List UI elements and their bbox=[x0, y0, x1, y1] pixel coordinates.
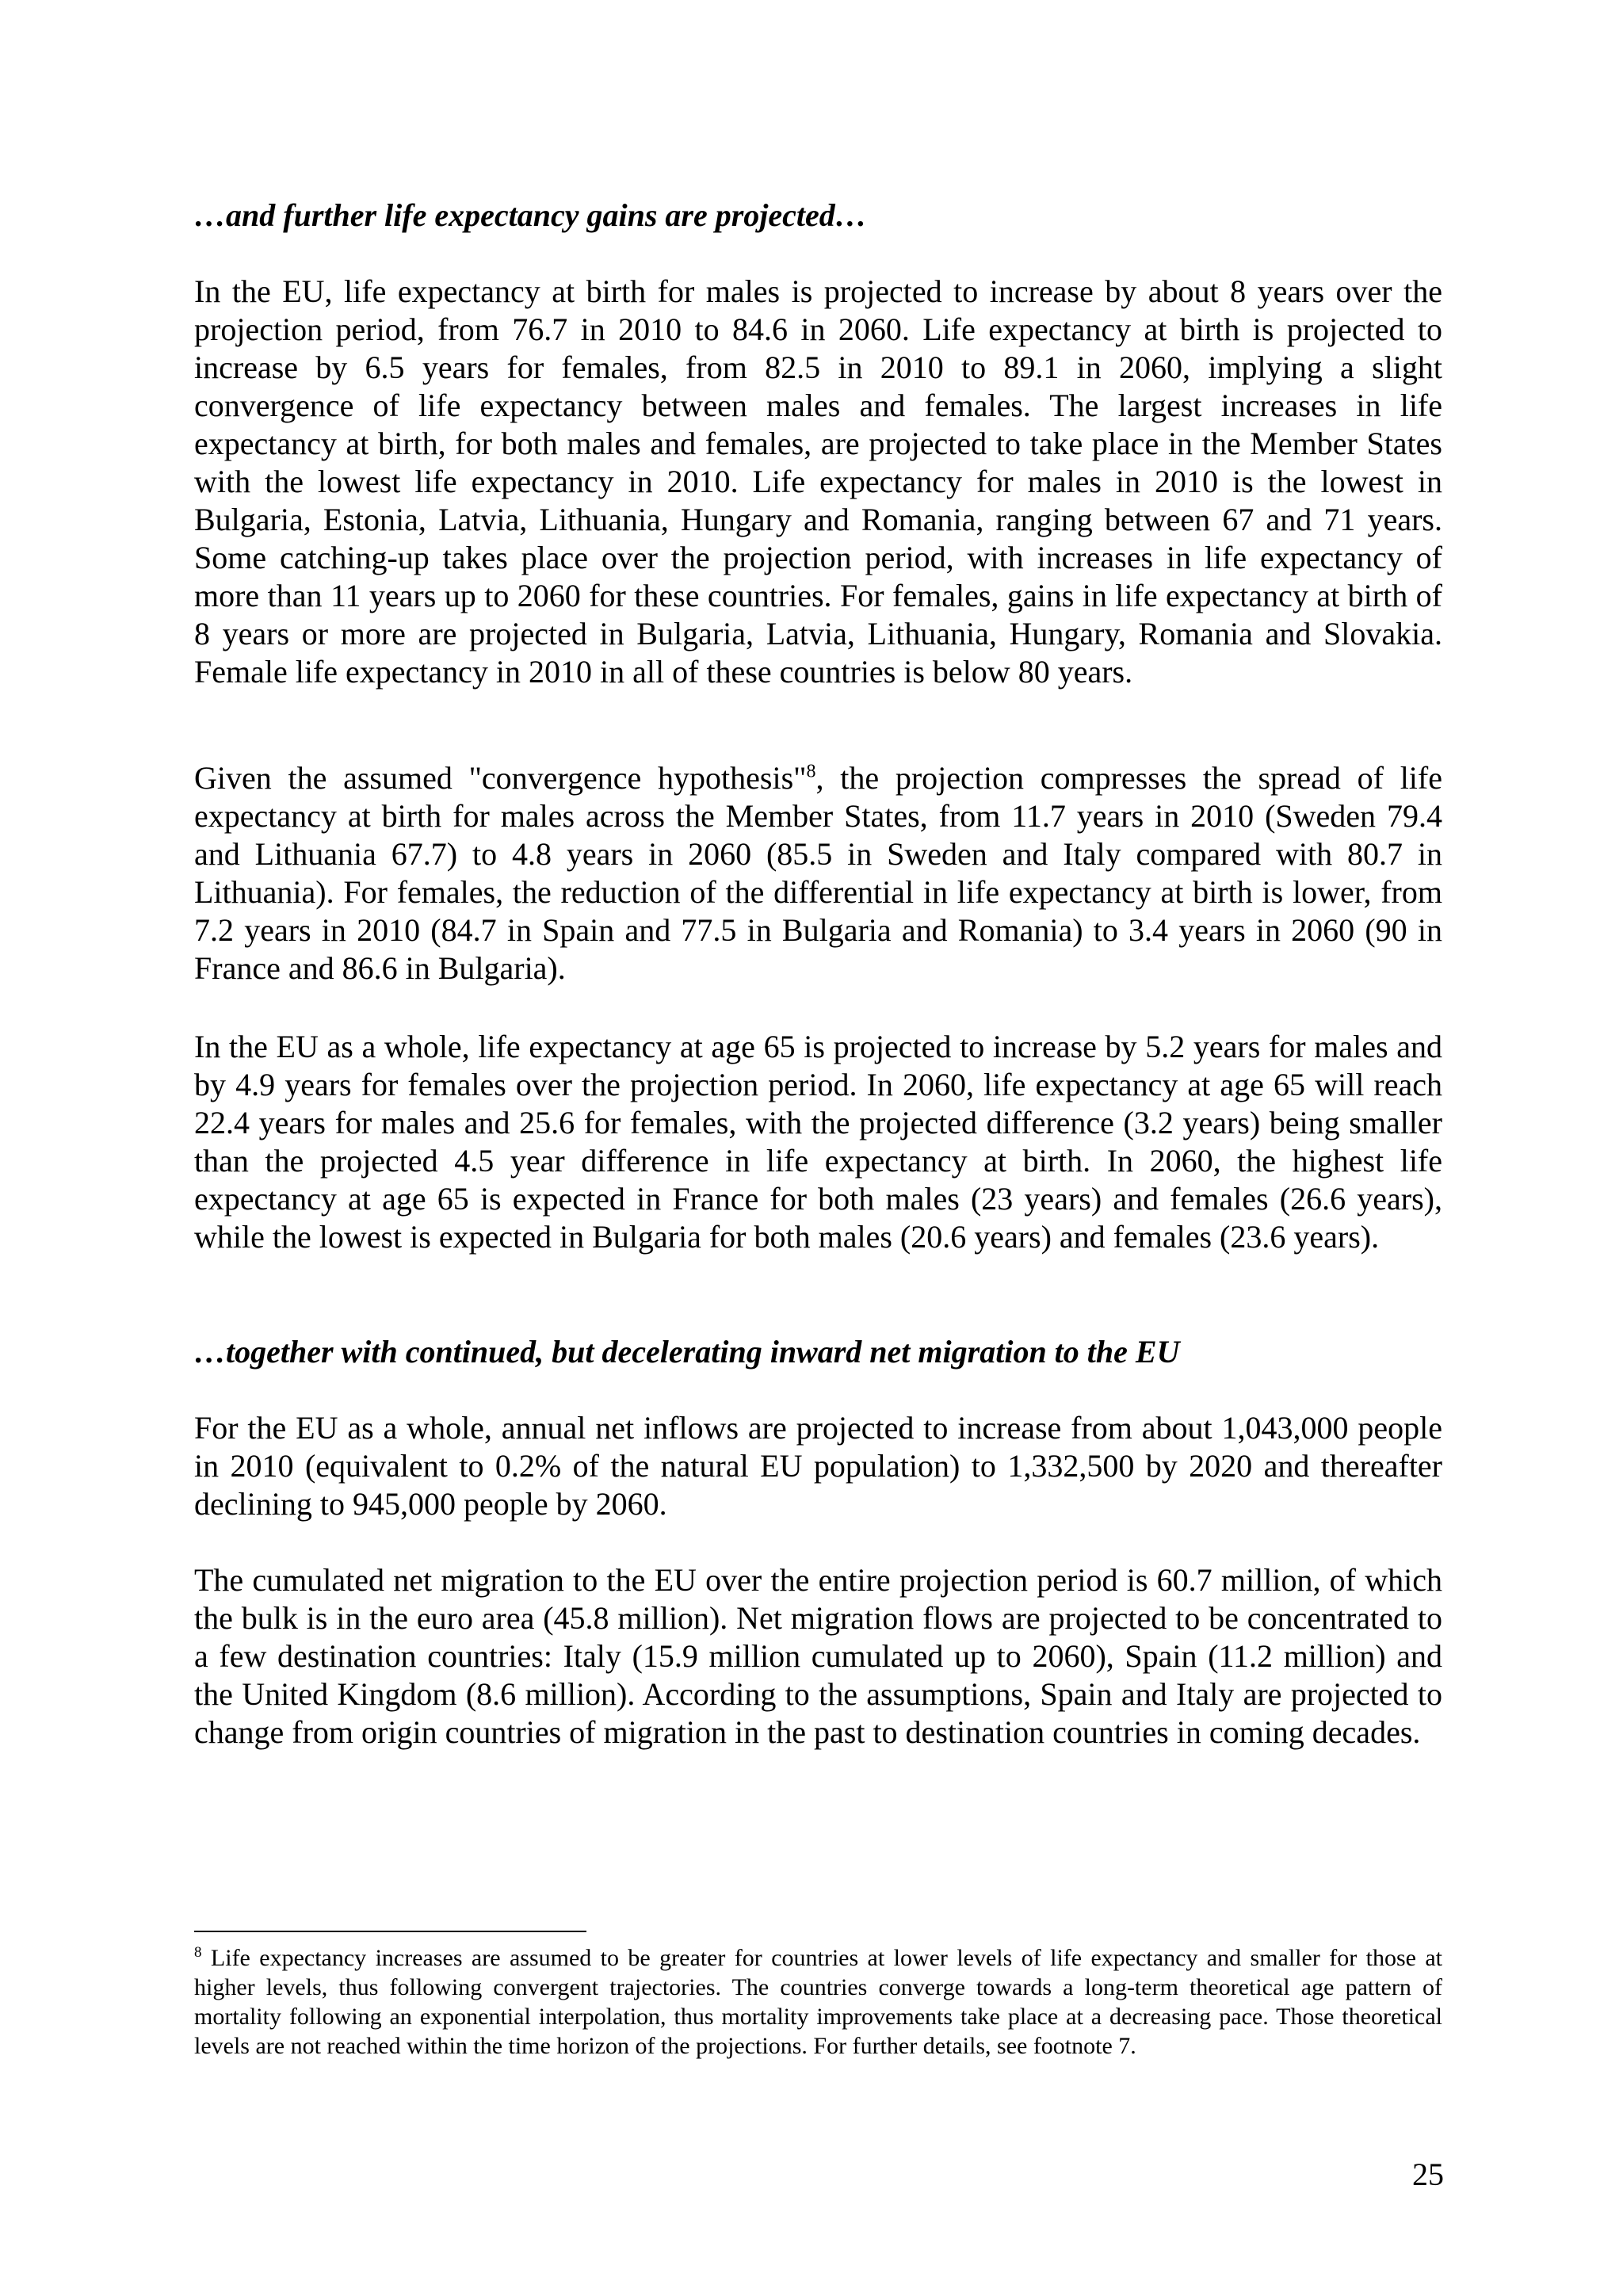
paragraph-convergence-text-start: Given the assumed "convergence hypothesis" bbox=[194, 760, 807, 796]
page-number: 25 bbox=[1412, 2157, 1444, 2192]
footnote bbox=[194, 1943, 1442, 2061]
section-heading-life-expectancy: …and further life expectancy gains are projected… bbox=[194, 197, 867, 233]
section-heading-migration: …together with continued, but decelerating inward net migration to the EU bbox=[194, 1334, 1180, 1370]
paragraph-convergence-hypothesis bbox=[194, 759, 1442, 988]
paragraph-annual-net-inflows: For the EU as a whole, annual net inflows are projected to increase from about 1,043,000 people in 2010 (equivalent to 0.2% of the natural EU population) to 1,332,500 by 2020 and thereafter declining to 945,000 people by 2060. bbox=[194, 1410, 1442, 1522]
footnote-number: 8 bbox=[194, 1944, 202, 1961]
paragraph-life-expectancy-at-birth: In the EU, life expectancy at birth for males is projected to increase by about 8 years over the projection period, from 76.7 in 2010 to 84.6 in 2060. Life expectancy at birth is projected to increase by 6.5 years for females, from 82.5 in 2010 to 89.1 in 2060, implying a slight convergence of life expectancy between males and females. The largest increases in life expectancy at birth, for both males and females, are projected to take place in the Member States with the lowest life expectancy in 2010. Life expectancy for males in 2010 is the lowest in Bulgaria, Estonia, Latvia, Lithuania, Hungary and Romania, ranging between 67 and 71 years. Some catching-up takes place over the projection period, with increases in life expectancy of more than 11 years up to 2060 for these countries. For females, gains in life expectancy at birth of 8 years or more are projected in Bulgaria, Latvia, Lithuania, Hungary, Romania and Slovakia. Female life expectancy in 2010 in all of these countries is below 80 years. bbox=[194, 273, 1442, 690]
paragraph-convergence-text-end: , the projection compresses the spread of life expectancy at birth for males across the Member States, from 11.7 years in 2010 (Sweden 79.4 and Lithuania 67.7) to 4.8 years in 2060 (85.5 in Sweden and Italy compared with 80.7 in Lithuania). For females, the reduction of the differential in life expectancy at birth is lower, from 7.2 years in 2010 (84.7 in Spain and 77.5 in Bulgaria and Romania) to 3.4 years in 2060 (90 in France and 86.6 in Bulgaria). bbox=[194, 760, 1442, 986]
footnote-separator bbox=[194, 1931, 586, 1932]
paragraph-cumulated-net-migration: The cumulated net migration to the EU over the entire projection period is 60.7 million, of which the bulk is in the euro area (45.8 million). Net migration flows are projected to be concentrated to a few destination countries: Italy (15.9 million cumulated up to 2060), Spain (11.2 million) and the United Kingdom (8.6 million). According to the assumptions, Spain and Italy are projected to change from origin countries of migration in the past to destination countries in coming decades. bbox=[194, 1562, 1442, 1750]
paragraph-life-expectancy-age-65: In the EU as a whole, life expectancy at age 65 is projected to increase by 5.2 years for males and by 4.9 years for females over the projection period. In 2060, life expectancy at age 65 will reach 22.4 years for males and 25.6 for females, with the projected difference (3.2 years) being smaller than the projected 4.5 year difference in life expectancy at birth. In 2060, the highest life expectancy at age 65 is expected in France for both males (23 years) and females (26.6 years), while the lowest is expected in Bulgaria for both males (20.6 years) and females (23.6 years). bbox=[194, 1029, 1442, 1255]
footnote-reference-8: 8 bbox=[806, 761, 816, 782]
footnote-text: Life expectancy increases are assumed to be greater for countries at lower levels of life expectancy and smaller for those at higher levels, thus following convergent trajectories. The countries converge towards a long-term theoretical age pattern of mortality following an exponential interpolation, thus mortality improvements take place at a decreasing pace. Those theoretical levels are not reached within the time horizon of the projections. For further details, see footnote 7. bbox=[194, 1945, 1442, 2059]
